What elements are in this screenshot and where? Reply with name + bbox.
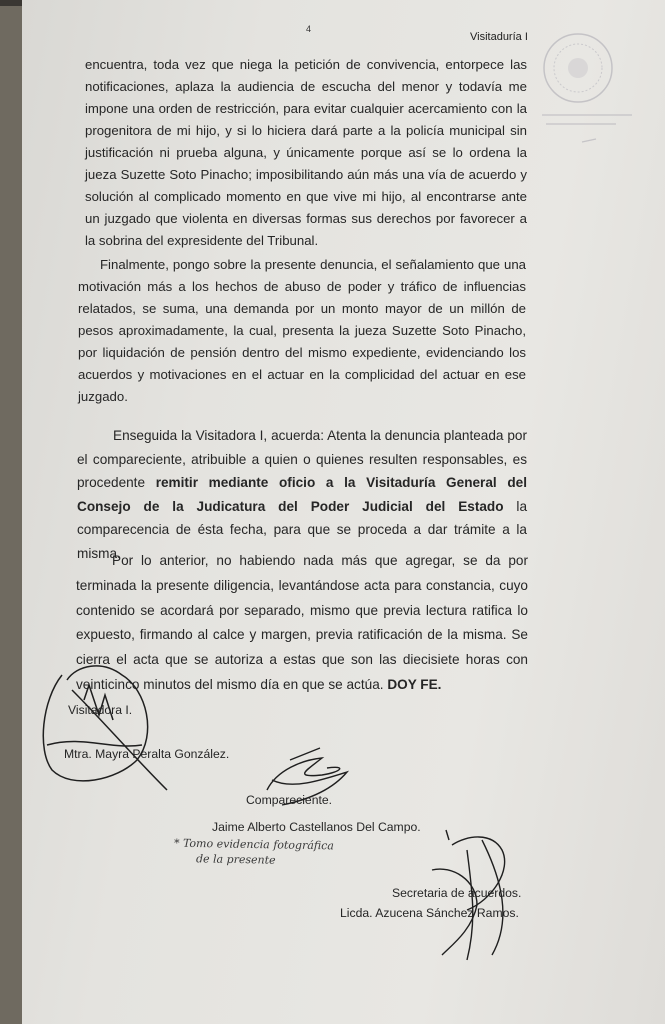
secretaria-name: Licda. Azucena Sánchez Ramos. bbox=[340, 906, 519, 920]
paragraph-2: Finalmente, pongo sobre la presente denuncia, el señalamiento que una motivación más a los hechos de abuso de poder y tráfico de influencias relatados, se suma, una demanda por un monto mayor de un millón de pesos aproximadamente, la cual, presenta la jueza Suzette Soto Pinacho, por liquidación de pensión dentro del mismo expediente, evidenciando los acuerdos y motivaciones en el actuar en la complicidad del actuar en ese juzgado. bbox=[78, 257, 526, 404]
signatures-overlay bbox=[22, 0, 665, 1024]
paragraph-3-text-a: Enseguida la Visitadora I, acuerda: Atenta la denuncia planteada por el compareciente, atribuible a quien o quienes resulten responsables, es procedente bbox=[77, 428, 527, 490]
compareciente-name: Jaime Alberto Castellanos Del Campo. bbox=[212, 820, 421, 834]
secretaria-title: Secretaria de acuerdos. bbox=[392, 886, 522, 900]
secretaria-signature-icon bbox=[432, 830, 505, 960]
visitadora-name: Mtra. Mayra Peralta González. bbox=[64, 747, 230, 761]
handwritten-note-line-1: * Tomo evidencia fotográfica bbox=[173, 836, 335, 853]
official-stamp-icon bbox=[542, 34, 632, 142]
document-page bbox=[22, 0, 665, 1024]
paragraph-4-text: Por lo anterior, no habiendo nada más que agregar, se da por terminada la presente diligencia, levantándose acta para constancia, cuyo contenido se acordará por separado, mismo que previa lectura ratifica lo expuesto, firmando al calce y margen, previa ratificación de la misma. Se cierra el acta que se autoriza a estas que son las diecisiete horas con veinticinco minutos del mismo día en que se actúa. bbox=[76, 553, 528, 692]
page-number: 4 bbox=[306, 24, 312, 34]
handwritten-note-line-2: de la presente bbox=[195, 852, 276, 867]
paragraph-3-text-b: la comparecencia de ésta fecha, para que se proceda a dar trámite a la misma. bbox=[77, 498, 528, 561]
compareciente-signature-icon bbox=[267, 748, 347, 805]
paragraph-1: encuentra, toda vez que niega la petición de convivencia, entorpece las notificaciones, aplaza la audiencia de escucha del menor y todavía me impone una orden de restricción, para evitar cualquier acercamiento con la progenitora de mi hijo, y si lo hiciera dará parte a la policía municipal sin justificación ni prueba alguna, y únicamente porque así se lo ordena la jueza Suzette Soto Pinacho; imposibilitando aún más una vía de acuerdo y solución al complicado momento en que vive mi hijo, al encontrarse ante un juzgado que violenta en diversas formas sus derechos por favorecer a la sobrina del expresidente del Tribunal. bbox=[85, 57, 527, 248]
compareciente-title: Compareciente. bbox=[246, 793, 333, 807]
page-header: Visitaduría I bbox=[470, 31, 528, 43]
visitadora-title: Visitadora I. bbox=[68, 703, 133, 717]
doy-fe: DOY FE. bbox=[387, 676, 442, 692]
visitadora-signature-icon bbox=[43, 666, 167, 790]
paragraph-3-bold: remitir mediante oficio a la Visitaduría General del Consejo de la Judicatura del Poder Judicial del Estado bbox=[77, 475, 527, 514]
